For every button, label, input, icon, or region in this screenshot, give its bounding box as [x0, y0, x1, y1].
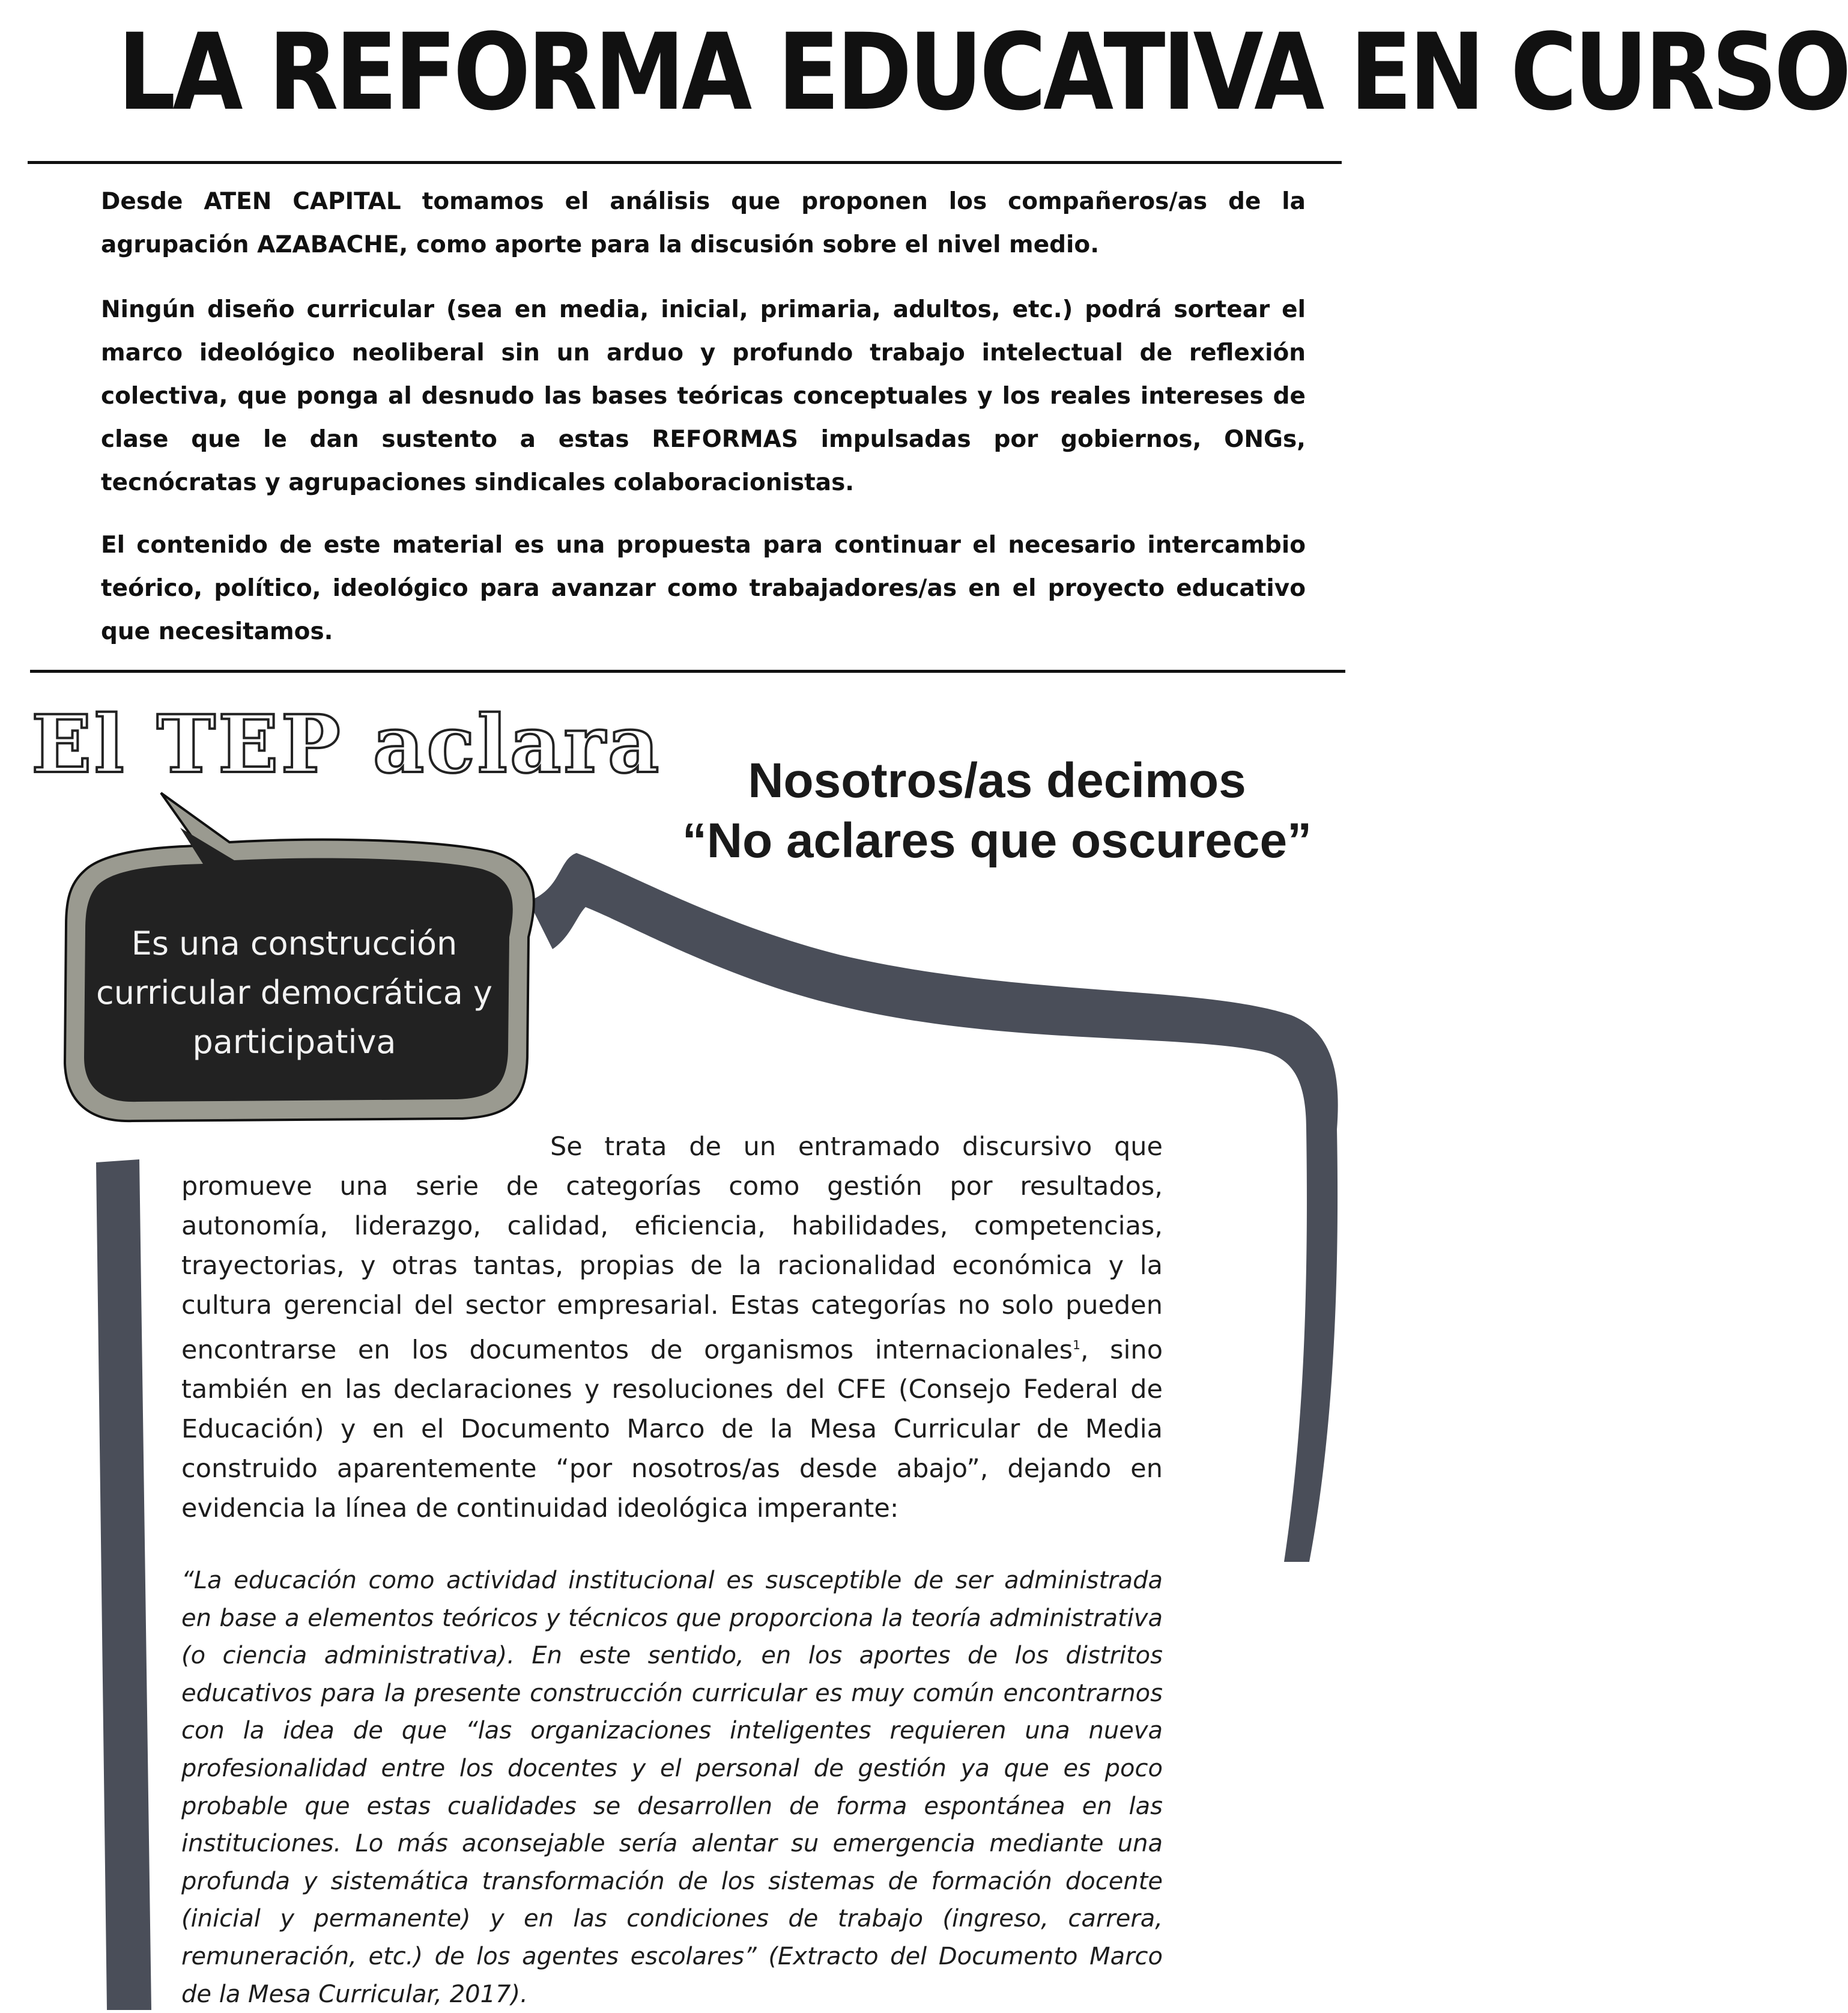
footnote-mark: 1 [1073, 1338, 1080, 1352]
curved-frame-right [1284, 1129, 1338, 1562]
intro-paragraph-1: Desde ATEN CAPITAL tomamos el análisis que proponen los compañeros/as de la agrupación AZABACHE, como aporte para la discusión sobre el nivel medio. [101, 188, 1306, 258]
quoted-extract: “La educación como actividad institucional es susceptible de ser administrada en base a elementos teóricos y técnicos que proporciona la teoría administrativa (o ciencia administrativa). En este sentido, en los aportes de los distritos educativos para la presente construcción curricular es muy común encontrarnos con la idea de que “las organizaciones inteligentes requieren una nueva profesionalidad entre los docentes y el personal de gestión ya que es poco probable que estas cualidades se desarrollen de forma espontánea en las instituciones. Lo más aconsejable sería alentar su emergencia mediante una profunda y sistemática transformación de los sistemas de formación docente (inicial y permanente) y en las condiciones de trabajo (ingreso, carrera, remuneración, etc.) de los agentes escolares” (Extracto del Documento Marco de la Mesa Curricular, 2017). [181, 1567, 1163, 2008]
tep-heading: El TEP aclara [31, 698, 662, 791]
intro-paragraph-2: Ningún diseño curricular (sea en media, inicial, primaria, adultos, etc.) podrá sortear el marco ideológico neoliberal sin un arduo y profundo trabajo intelectual de reflexión colectiva, que ponga al desnudo las bases teóricas conceptuales y los reales intereses de clase que le dan sustento a estas REFORMAS impulsadas por gobiernos, ONGs, tecnócratas y agrupaciones sindicales colaboracionistas. [101, 296, 1306, 496]
body-paragraph [181, 1127, 1163, 1528]
body-text-part-2: , sino también en las declaraciones y resoluciones del CFE (Consejo Federal de Educación) y en el Documento Marco de la Mesa Curricular de Media construido aparentemente “por nosotros/as desde abajo”, dejando en evidencia la línea de continuidad ideológica imperante: [181, 1335, 1163, 1524]
page-title: LA REFORMA EDUCATIVA EN CURSO [118, 11, 1848, 134]
response-line-1: Nosotros/as decimos [748, 753, 1246, 808]
curved-frame-top [529, 853, 1338, 1129]
curved-frame-shape [96, 1159, 151, 2010]
intro-paragraph-3: El contenido de este material es una propuesta para continuar el necesario intercambio teórico, político, ideológico para avanzar como trabajadores/as en el proyecto educativo que necesitamos. [101, 532, 1306, 645]
response-line-2: “No aclares que oscurece” [682, 813, 1312, 868]
body-text-part-1: Se trata de un entramado discursivo que promueve una serie de categorías como gestión por resultados, autonomía, liderazgo, calidad, eficiencia, habilidades, competencias, trayectorias, y otras tantas, propias de la racionalidad económica y la cultura gerencial del sector empresarial. Estas categorías no solo pueden encontrarse en los documentos de organismos internacionales [181, 1132, 1163, 1365]
bubble-text: Es una construcción curricular democrática y participativa [96, 925, 492, 1061]
